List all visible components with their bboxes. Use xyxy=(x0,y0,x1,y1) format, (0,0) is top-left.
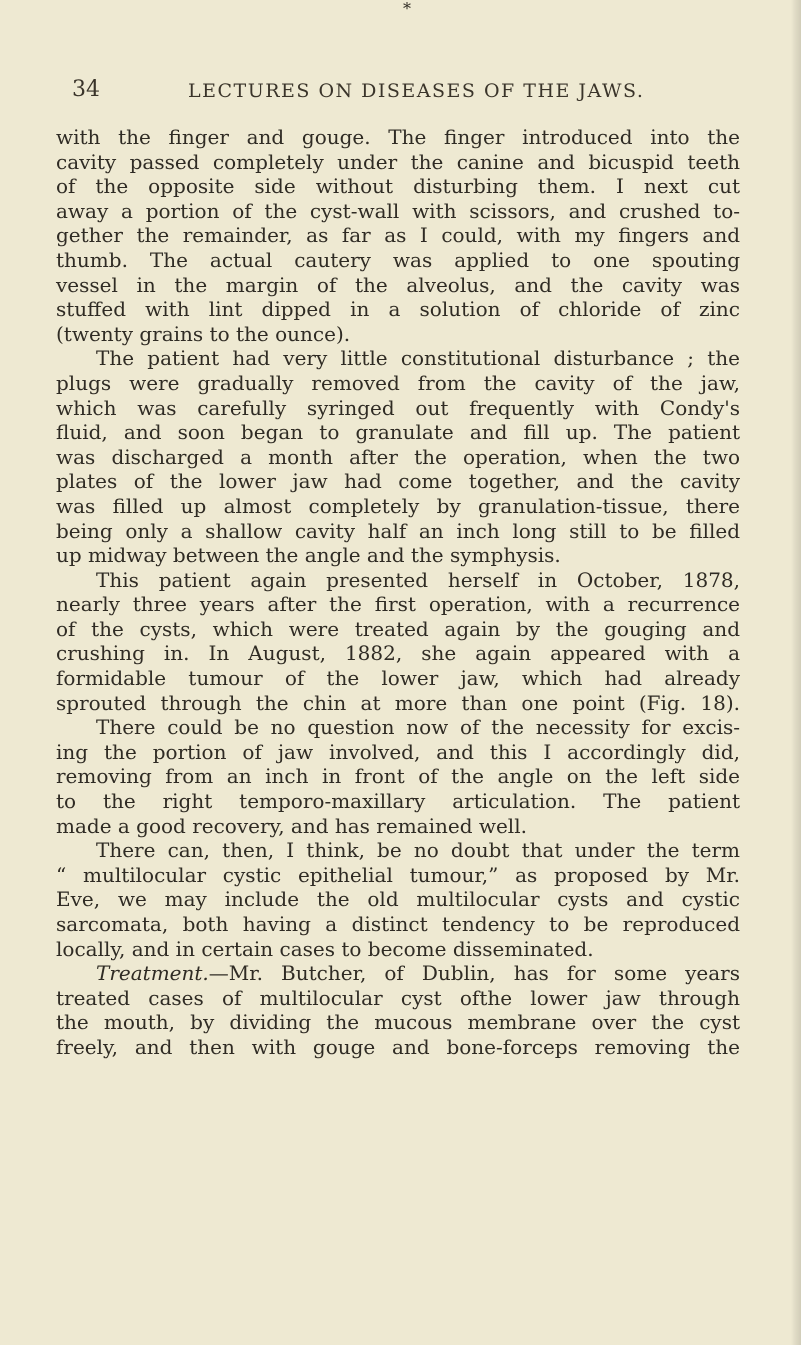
paragraph-2 xyxy=(56,346,740,567)
paragraph-1-line-3: of the opposite side without disturbing them. I next cut xyxy=(56,174,740,199)
paragraph-2-line-9: up midway between the angle and the symphysis. xyxy=(56,543,561,568)
paragraph-5-line-3: the mouth, by dividing the mucous membrane over the cyst xyxy=(56,1010,740,1035)
paragraph-1-line-9: (twenty grains to the ounce). xyxy=(56,321,351,346)
paragraph-1-line-6: thumb. The actual cautery was applied to one spouting xyxy=(56,247,740,272)
paragraph-5-line-1-rest: —Mr. Butcher, of Dublin, has for some years xyxy=(208,961,740,986)
paragraph-4-line-2: “ multilocular cystic epithelial tumour,” as proposed by Mr. xyxy=(56,862,740,887)
paragraph-2-line-1: The patient had very little constitutional disturbance ; the xyxy=(96,346,740,371)
paragraph-3 xyxy=(56,568,740,839)
paragraph-3-line-6: sprouted through the chin at more than one point (Fig. 18). xyxy=(56,690,740,715)
paragraph-3-line-4: crushing in. In August, 1882, she again appeared with a xyxy=(56,641,740,666)
paragraph-3-line-3: of the cysts, which were treated again by the gouging and xyxy=(56,616,740,641)
page-edge-shadow xyxy=(791,0,801,1345)
paragraph-3-line-2: nearly three years after the first operation, with a recurrence xyxy=(56,592,740,617)
paragraph-3-line-5: formidable tumour of the lower jaw, which had already xyxy=(56,666,740,691)
top-mark: * xyxy=(403,0,411,18)
page-number: 34 xyxy=(72,77,100,102)
page-header xyxy=(72,77,692,107)
paragraph-2-line-2: plugs were gradually removed from the cavity of the jaw, xyxy=(56,370,740,395)
paragraph-2-line-4: fluid, and soon began to granulate and fill up. The patient xyxy=(56,420,740,445)
paragraph-1-line-8: stuffed with lint dipped in a solution of chloride of zinc xyxy=(56,297,740,322)
running-head: LECTURES ON DISEASES OF THE JAWS. xyxy=(188,80,645,102)
paragraph-5 xyxy=(56,961,740,1059)
paragraph-3-line-9: removing from an inch in front of the angle on the left side xyxy=(56,764,740,789)
paragraph-2-line-5: was discharged a month after the operation, when the two xyxy=(56,444,740,469)
paragraph-5-line-1 xyxy=(56,961,740,986)
treatment-heading: Treatment. xyxy=(96,961,209,986)
paragraph-3-line-10: to the right temporo-maxillary articulation. The patient xyxy=(56,789,740,814)
body-text xyxy=(56,125,740,1060)
paragraph-2-line-6: plates of the lower jaw had come together, and the cavity xyxy=(56,469,740,494)
paragraph-2-line-7: was filled up almost completely by granulation-tissue, there xyxy=(56,493,740,518)
paragraph-1-line-7: vessel in the margin of the alveolus, and the cavity was xyxy=(56,272,740,297)
paragraph-3-line-11: made a good recovery, and has remained well. xyxy=(56,813,527,838)
paragraph-1-line-5: gether the remainder, as far as I could, with my fingers and xyxy=(56,223,740,248)
paragraph-4-line-3: Eve, we may include the old multilocular cysts and cystic xyxy=(56,887,740,912)
paragraph-1-line-2: cavity passed completely under the canine and bicuspid teeth xyxy=(56,149,740,174)
paragraph-5-line-2: treated cases of multilocular cyst ofthe lower jaw through xyxy=(56,985,740,1010)
paragraph-5-line-4: freely, and then with gouge and bone-forceps removing the xyxy=(56,1034,740,1059)
paragraph-2-line-8: being only a shallow cavity half an inch long still to be filled xyxy=(56,518,740,543)
paragraph-4-line-5: locally, and in certain cases to become disseminated. xyxy=(56,936,594,961)
paragraph-1-line-1: with the finger and gouge. The finger introduced into the xyxy=(56,125,740,149)
paragraph-2-line-3: which was carefully syringed out frequently with Condy's xyxy=(56,395,740,420)
paragraph-4-line-1: There can, then, I think, be no doubt that under the term xyxy=(96,838,740,863)
paragraph-3-line-8: ing the portion of jaw involved, and this I accordingly did, xyxy=(56,739,740,764)
paragraph-1-line-4: away a portion of the cyst-wall with scissors, and crushed to- xyxy=(56,198,740,223)
paragraph-3-line-7: There could be no question now of the necessity for excis- xyxy=(96,715,740,740)
paragraph-3-line-1: This patient again presented herself in October, 1878, xyxy=(96,567,740,592)
paragraph-4 xyxy=(56,838,740,961)
paragraph-4-line-4: sarcomata, both having a distinct tendency to be reproduced xyxy=(56,912,740,936)
paragraph-1 xyxy=(56,125,740,346)
